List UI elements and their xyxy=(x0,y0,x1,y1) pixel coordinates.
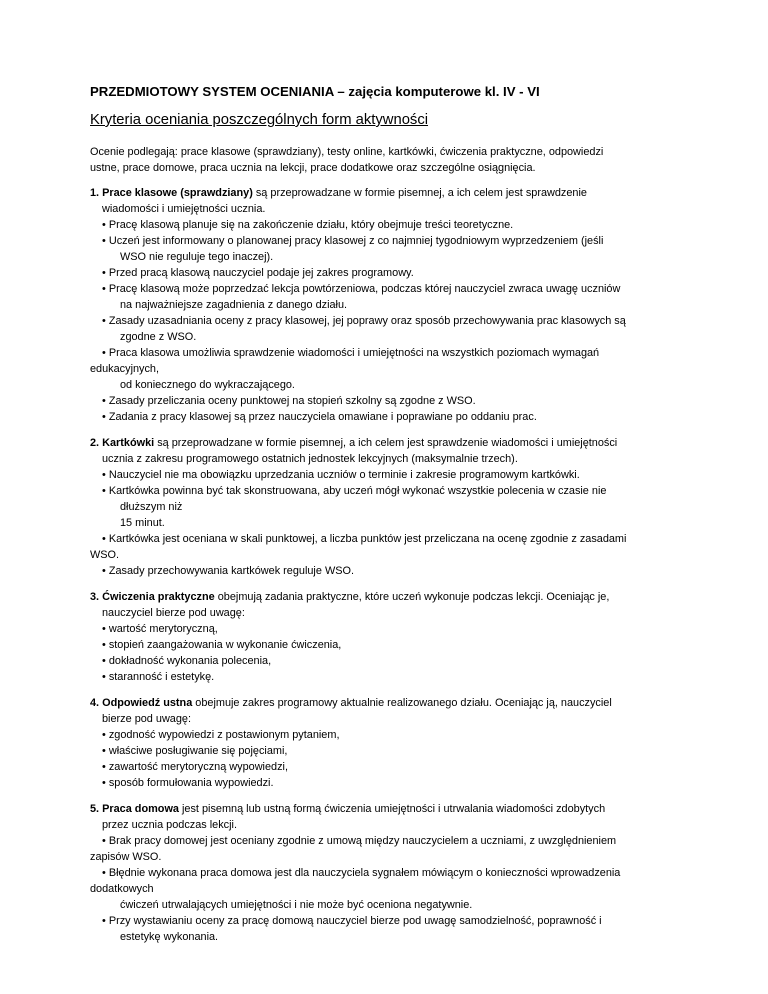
section-1-heading-line xyxy=(90,186,587,200)
section-1-line: wiadomości i umiejętności ucznia. xyxy=(102,203,266,215)
section-2-bullet: • Kartkówka powinna być tak skonstruowana, aby uczeń mógł wykonać wszystkie polecenia w czasie nie xyxy=(102,485,607,497)
section-3-bullet: • stopień zaangażowania w wykonanie ćwiczenia, xyxy=(102,639,342,651)
section-5-line: zapisów WSO. xyxy=(90,851,162,863)
section-3-bullet: • wartość merytoryczną, xyxy=(102,623,218,635)
intro-line: ustne, prace domowe, praca ucznia na lekcji, prace dodatkowe oraz szczególne osiągnięcia. xyxy=(90,162,536,174)
section-1-line: zgodne z WSO. xyxy=(120,331,197,343)
section-1-bullet: • Przed pracą klasową nauczyciel podaje jej zakres programowy. xyxy=(102,267,414,279)
document-subtitle: Kryteria oceniania poszczególnych form aktywności xyxy=(90,112,429,128)
section-3-line: nauczyciel bierze pod uwagę: xyxy=(102,607,245,619)
section-5-heading-tail: jest pisemną lub ustną formą ćwiczenia umiejętności i utrwalania wiadomości zdobytych xyxy=(178,803,606,815)
section-2-heading-tail: są przeprowadzane w formie pisemnej, a ich celem jest sprawdzenie wiadomości i umiejętności xyxy=(154,437,618,449)
section-1-line: na najważniejsze zagadnienia z danego działu. xyxy=(120,299,348,311)
section-4-bullet: • zgodność wypowiedzi z postawionym pytaniem, xyxy=(102,729,340,741)
section-4-heading-tail: obejmuje zakres programowy aktualnie realizowanego działu. Oceniając ją, nauczyciel xyxy=(192,697,612,709)
section-1-line: WSO nie reguluje tego inaczej). xyxy=(120,251,274,263)
section-5-heading: 5. Praca domowa xyxy=(90,803,179,815)
section-5-line: dodatkowych xyxy=(90,883,154,895)
section-5-line: ćwiczeń utrwalających umiejętności i nie może być oceniona negatywnie. xyxy=(120,899,473,911)
intro-line: Ocenie podlegają: prace klasowe (sprawdziany), testy online, kartkówki, ćwiczenia praktyczne, odpowiedzi xyxy=(90,146,604,158)
section-2-line: dłuższym niż xyxy=(120,501,183,513)
section-5-heading-line xyxy=(90,802,605,816)
section-3-heading: 3. Ćwiczenia praktyczne xyxy=(90,591,215,603)
section-2-bullet: • Nauczyciel nie ma obowiązku uprzedzania uczniów o terminie i zakresie programowym kartkówki. xyxy=(102,469,580,481)
section-5-bullet: • Błędnie wykonana praca domowa jest dla nauczyciela sygnałem mówiącym o konieczności wprowadzenia xyxy=(102,867,621,879)
section-1-line: edukacyjnych, xyxy=(90,363,160,375)
section-5-bullet: • Przy wystawianiu oceny za pracę domową nauczyciel bierze pod uwagę samodzielność, poprawność i xyxy=(102,915,602,927)
section-1-bullet: • Zadania z pracy klasowej są przez nauczyciela omawiane i poprawiane po oddaniu prac. xyxy=(102,411,537,423)
section-1-bullet: • Zasady uzasadniania oceny z pracy klasowej, jej poprawy oraz sposób przechowywania prac klasowych są xyxy=(102,315,626,327)
section-5-bullet: • Brak pracy domowej jest oceniany zgodnie z umową między nauczycielem a uczniami, z uwzględnieniem xyxy=(102,835,617,847)
section-1-bullet: • Uczeń jest informowany o planowanej pracy klasowej z co najmniej tygodniowym wyprzedzeniem (jeśli xyxy=(102,235,604,247)
section-5-line: estetykę wykonania. xyxy=(120,931,219,943)
section-4-line: bierze pod uwagę: xyxy=(102,713,192,725)
section-2-heading-line xyxy=(90,436,617,450)
section-2-line: 15 minut. xyxy=(120,517,165,529)
section-4-bullet: • sposób formułowania wypowiedzi. xyxy=(102,777,274,789)
section-3-heading-tail: obejmują zadania praktyczne, które uczeń wykonuje podczas lekcji. Oceniając je, xyxy=(214,591,610,603)
section-1-bullet: • Zasady przeliczania oceny punktowej na stopień szkolny są zgodne z WSO. xyxy=(102,395,476,407)
document-title: PRZEDMIOTOWY SYSTEM OCENIANIA – zajęcia komputerowe kl. IV - VI xyxy=(90,84,540,99)
section-4-heading-line xyxy=(90,696,612,710)
section-1-line: od koniecznego do wykraczającego. xyxy=(120,379,295,391)
section-3-bullet: • dokładność wykonania polecenia, xyxy=(102,655,272,667)
section-3-heading-line xyxy=(90,590,609,604)
section-2-heading: 2. Kartkówki xyxy=(90,437,155,449)
section-1-heading-tail: są przeprowadzane w formie pisemnej, a ich celem jest sprawdzenie xyxy=(252,187,587,199)
section-2-line: WSO. xyxy=(90,549,120,561)
section-2-bullet: • Zasady przechowywania kartkówek reguluje WSO. xyxy=(102,565,354,577)
section-5-line: przez ucznia podczas lekcji. xyxy=(102,819,237,831)
section-1-bullet: • Pracę klasową planuje się na zakończenie działu, który obejmuje treści teoretyczne. xyxy=(102,219,514,231)
section-4-bullet: • zawartość merytoryczną wypowiedzi, xyxy=(102,761,288,773)
section-1-bullet: • Pracę klasową może poprzedzać lekcja powtórzeniowa, podczas której nauczyciel zwraca uwagę uczniów xyxy=(102,283,621,295)
section-1-heading: 1. Prace klasowe (sprawdziany) xyxy=(90,187,253,199)
section-2-line: ucznia z zakresu programowego ostatnich jednostek lekcyjnych (maksymalnie trzech). xyxy=(102,453,518,465)
section-3-bullet: • staranność i estetykę. xyxy=(102,671,215,683)
section-1-bullet: • Praca klasowa umożliwia sprawdzenie wiadomości i umiejętności na wszystkich poziomach wymagań xyxy=(102,347,600,359)
section-4-bullet: • właściwe posługiwanie się pojęciami, xyxy=(102,745,288,757)
section-2-bullet: • Kartkówka jest oceniana w skali punktowej, a liczba punktów jest przeliczana na ocenę zgodnie z zasadami xyxy=(102,533,627,545)
section-4-heading: 4. Odpowiedź ustna xyxy=(90,697,193,709)
